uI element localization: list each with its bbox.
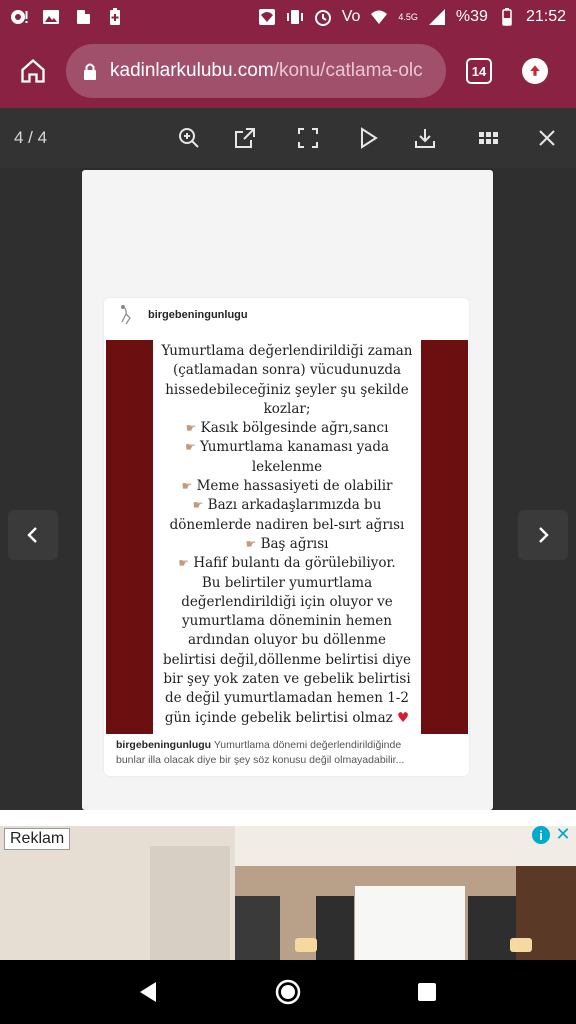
text-line: Baş ağrısı <box>260 535 329 552</box>
slideshow-button[interactable] <box>354 124 382 152</box>
close-icon <box>535 126 559 150</box>
image-viewer-toolbar <box>0 108 576 168</box>
fullscreen-button[interactable] <box>294 124 322 152</box>
upload-button[interactable] <box>522 58 548 84</box>
pointing-hand-icon: ☛ <box>245 536 257 551</box>
text-line: belirtisi değil,döllenme belirtisi diye <box>163 651 411 668</box>
battery-percent: %39 <box>455 8 488 25</box>
text-line: Yumurtlama kanaması yada <box>200 439 390 456</box>
close-viewer-button[interactable] <box>533 124 561 152</box>
vibrate-icon <box>286 8 304 26</box>
caption-text: Yumurtlama dönemi değerlendirildiğinde <box>213 739 402 751</box>
previous-image-button[interactable] <box>8 510 58 560</box>
fullscreen-icon <box>296 126 320 150</box>
ad-headboard <box>150 846 230 960</box>
text-line: Kasık bölgesinde ağrı,sancı <box>200 420 389 437</box>
instagram-post <box>104 298 469 776</box>
open-external-button[interactable] <box>231 124 259 152</box>
zoom-in-button[interactable] <box>175 124 203 152</box>
recents-button[interactable] <box>407 972 447 1012</box>
browser-toolbar <box>0 34 576 108</box>
download-icon <box>413 126 437 150</box>
network-type: 4.5G <box>398 12 418 22</box>
url-path: /konu/catlama-olc <box>273 60 423 81</box>
ad-hotel-room-image[interactable] <box>0 826 576 960</box>
url-domain: kadinlarkulubu.com <box>110 60 274 81</box>
gallery-image[interactable] <box>82 170 493 810</box>
external-link-icon <box>233 126 257 150</box>
play-icon <box>356 126 380 150</box>
alarm-icon <box>314 8 332 26</box>
pointing-hand-icon: ☛ <box>185 421 197 436</box>
text-line: Meme hassasiyeti de olabilir <box>196 478 393 495</box>
text-line: ardından oluyor bu döllenme <box>188 632 386 649</box>
left-color-band <box>106 340 153 734</box>
right-color-band <box>421 340 468 734</box>
ad-label: Reklam <box>4 828 70 850</box>
text-line: Bu belirtiler yumurtlama <box>201 574 373 591</box>
stork-logo-icon <box>118 304 136 326</box>
phone-transfer-icon <box>74 8 92 26</box>
ad-lamp <box>295 938 317 952</box>
battery-icon <box>498 8 516 26</box>
grid-icon <box>476 126 500 150</box>
wifi-icon <box>258 8 276 26</box>
next-image-button[interactable] <box>518 510 568 560</box>
home-circle-icon <box>275 979 301 1005</box>
text-line: Yumurtlama değerlendirildiği zaman <box>161 343 413 359</box>
pointing-hand-icon: ☛ <box>178 556 190 571</box>
post-header <box>118 304 248 326</box>
home-button[interactable] <box>14 52 52 90</box>
ad-window <box>355 886 465 960</box>
text-line: hissedebileceğiniz şeyler şu şekilde <box>165 381 409 398</box>
ad-curtain <box>468 896 516 960</box>
signal-icon <box>428 8 446 26</box>
arrow-up-icon <box>527 63 543 79</box>
record-icon <box>10 8 28 26</box>
text-line: gün içinde gebelik belirtisi olmaz <box>164 709 393 726</box>
zoom-in-icon <box>177 126 201 150</box>
chevron-right-icon <box>533 525 553 545</box>
clock: 21:52 <box>525 8 566 25</box>
download-button[interactable] <box>411 124 439 152</box>
system-navigation-bar <box>0 960 576 1024</box>
pointing-hand-icon: ☛ <box>192 498 204 513</box>
ad-close-icon[interactable]: ✕ <box>555 824 571 844</box>
address-bar[interactable] <box>66 44 446 98</box>
back-button[interactable] <box>129 972 169 1012</box>
recents-square-icon <box>414 979 440 1005</box>
text-line: de değil yumurtlamadan hemen 1-2 <box>165 690 409 707</box>
post-caption <box>116 738 461 768</box>
text-line: kozlar; <box>263 400 311 417</box>
volte-indicator: Vo <box>341 8 361 25</box>
wifi-calling-icon <box>370 8 388 26</box>
text-line: bir şey yok zaten ve gebelik belirtisi <box>163 671 411 688</box>
image-icon <box>42 8 60 26</box>
home-icon <box>19 57 47 85</box>
battery-plus-icon <box>106 8 124 26</box>
heart-icon: ♥ <box>397 709 410 726</box>
post-image <box>106 340 468 734</box>
tab-switcher-button[interactable]: 14 <box>466 58 492 84</box>
grid-view-button[interactable] <box>474 124 502 152</box>
advertisement-banner[interactable] <box>0 810 576 960</box>
text-line: dönemlerde nadiren bel-sırt ağrısı <box>169 516 405 533</box>
ad-curtain <box>235 896 280 960</box>
caption-username: birgebeningunlugu <box>116 739 212 751</box>
image-gallery <box>0 168 576 810</box>
ad-ceiling <box>235 826 576 866</box>
home-nav-button[interactable] <box>268 972 308 1012</box>
pointing-hand-icon: ☛ <box>184 440 196 455</box>
ad-lamp <box>510 938 532 952</box>
text-line: Bazı arkadaşlarımızda bu <box>207 497 382 514</box>
ad-curtain <box>316 896 354 960</box>
previous-image-preview <box>0 168 82 810</box>
text-line: değerlendirildiği için oluyor ve <box>181 593 393 610</box>
status-bar <box>0 0 576 34</box>
caption-text-continued: bunlar illa olacak diye bir şey söz konusu değil olmayadabilir... <box>116 754 405 766</box>
ad-info-icon[interactable]: i <box>532 826 550 844</box>
text-line: yumurtlama döneminin hemen <box>182 613 392 630</box>
lock-icon <box>80 61 100 81</box>
next-image-preview <box>494 168 576 810</box>
back-triangle-icon <box>136 979 162 1005</box>
text-line: Hafif bulantı da görülebiliyor. <box>193 555 396 572</box>
pointing-hand-icon: ☛ <box>181 479 193 494</box>
text-line: (çatlamadan sonra) vücudunuzda <box>172 362 402 379</box>
post-text <box>156 342 418 728</box>
chevron-left-icon <box>23 525 43 545</box>
page-counter: 4 / 4 <box>14 128 48 147</box>
post-username: birgebeningunlugu <box>148 309 248 321</box>
text-line: lekelenme <box>251 458 323 475</box>
